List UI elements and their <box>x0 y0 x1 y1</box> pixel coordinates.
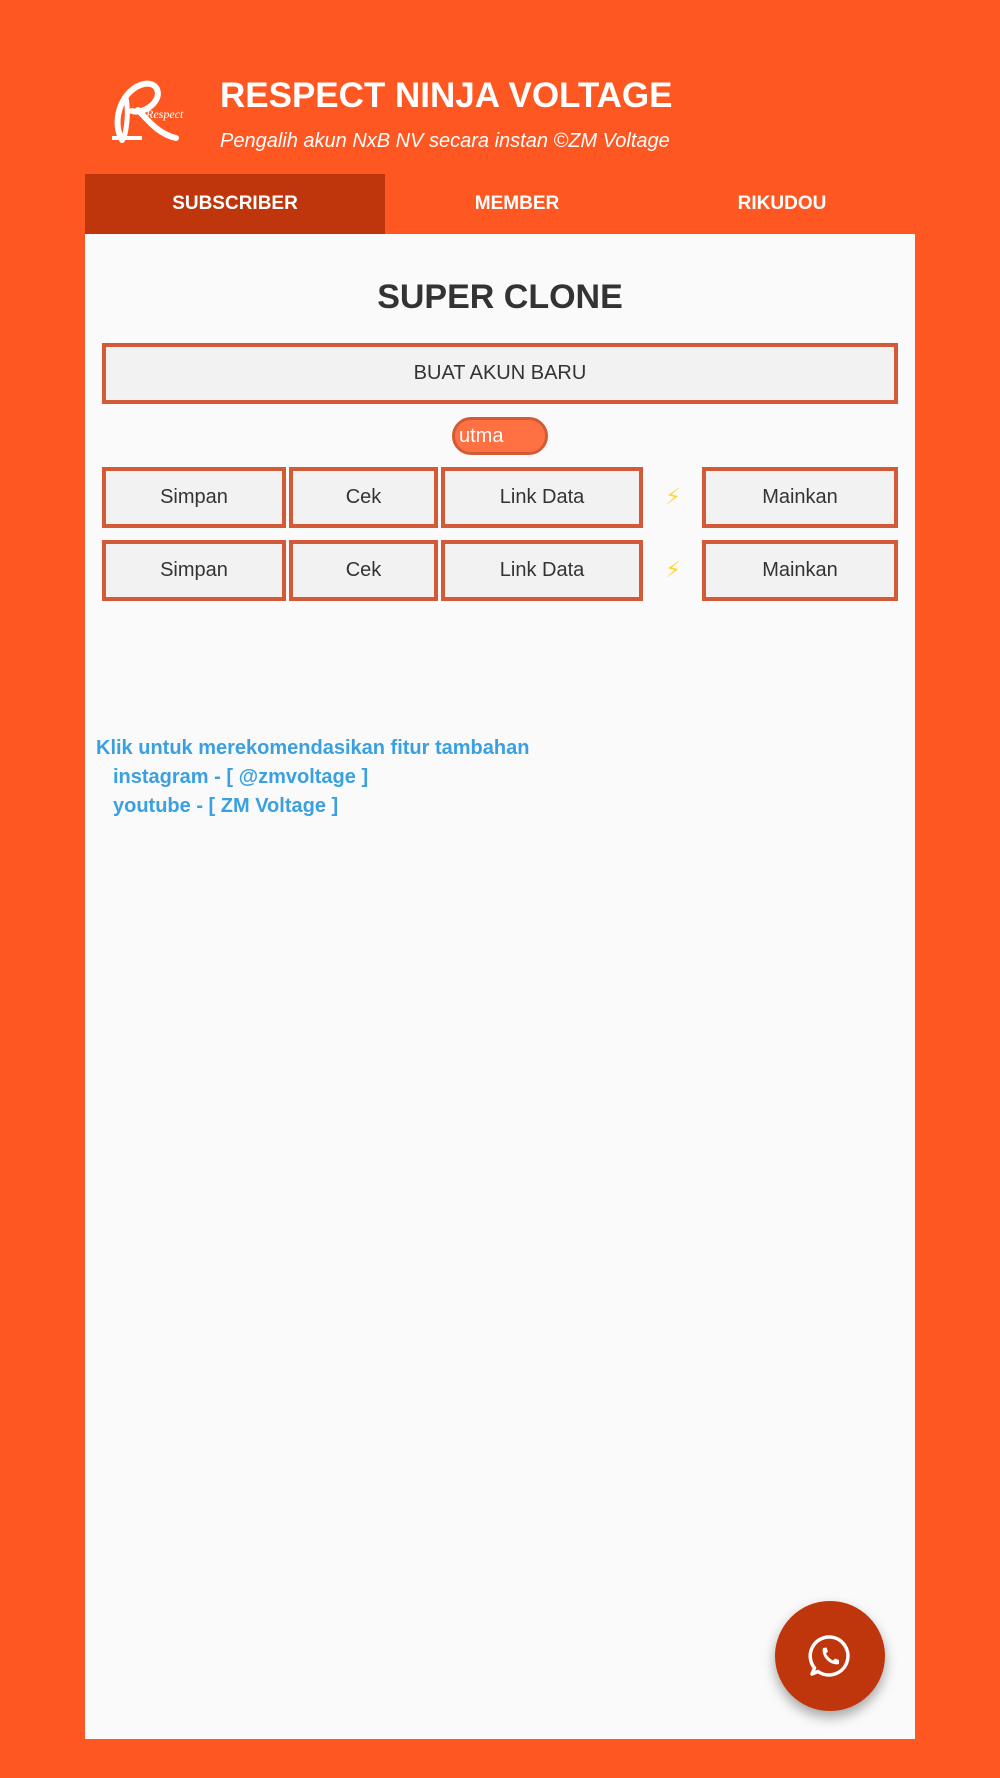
tab-rikudou[interactable] <box>649 174 915 234</box>
main-panel <box>85 234 915 1739</box>
button-label: Simpan <box>160 486 228 508</box>
play-button[interactable] <box>702 540 898 601</box>
tab-label: SUBSCRIBER <box>172 193 298 214</box>
bolt-icon: ⚡ <box>665 484 681 509</box>
button-label: BUAT AKUN BARU <box>413 362 587 384</box>
app-title: RESPECT NINJA VOLTAGE <box>220 76 673 115</box>
respect-logo <box>104 78 190 150</box>
save-button[interactable] <box>102 540 286 601</box>
tab-label: MEMBER <box>474 193 560 214</box>
tab-bar <box>85 174 915 234</box>
tab-member[interactable] <box>385 174 649 234</box>
link-data-button[interactable] <box>441 467 643 528</box>
instagram-link[interactable]: instagram - [ @zmvoltage ] <box>113 766 369 788</box>
check-button[interactable] <box>289 467 438 528</box>
tab-label: RIKUDOU <box>737 193 827 214</box>
button-label: Cek <box>345 486 382 508</box>
recommend-feature-link[interactable]: Klik untuk merekomendasikan fitur tambahan <box>96 737 530 759</box>
button-label: Cek <box>345 559 382 581</box>
create-account-button[interactable] <box>102 343 898 404</box>
whatsapp-button[interactable] <box>775 1601 885 1711</box>
section-heading: SUPER CLONE <box>377 278 623 316</box>
button-label: Link Data <box>499 559 585 581</box>
bolt-icon: ⚡ <box>665 557 681 582</box>
play-button[interactable] <box>702 467 898 528</box>
account-name-input[interactable] <box>452 417 548 455</box>
link-data-button[interactable] <box>441 540 643 601</box>
button-label: Link Data <box>499 486 585 508</box>
app-subtitle: Pengalih akun NxB NV secara instan ©ZM Voltage <box>220 130 670 152</box>
button-label: Mainkan <box>762 559 838 581</box>
youtube-link[interactable]: youtube - [ ZM Voltage ] <box>113 795 339 817</box>
account-name-value: utma <box>459 424 504 447</box>
whatsapp-icon <box>807 1633 853 1679</box>
button-label: Simpan <box>160 559 228 581</box>
tab-subscriber[interactable] <box>85 174 385 234</box>
logo-text: Respect <box>146 107 184 121</box>
button-label: Mainkan <box>762 486 838 508</box>
check-button[interactable] <box>289 540 438 601</box>
save-button[interactable] <box>102 467 286 528</box>
